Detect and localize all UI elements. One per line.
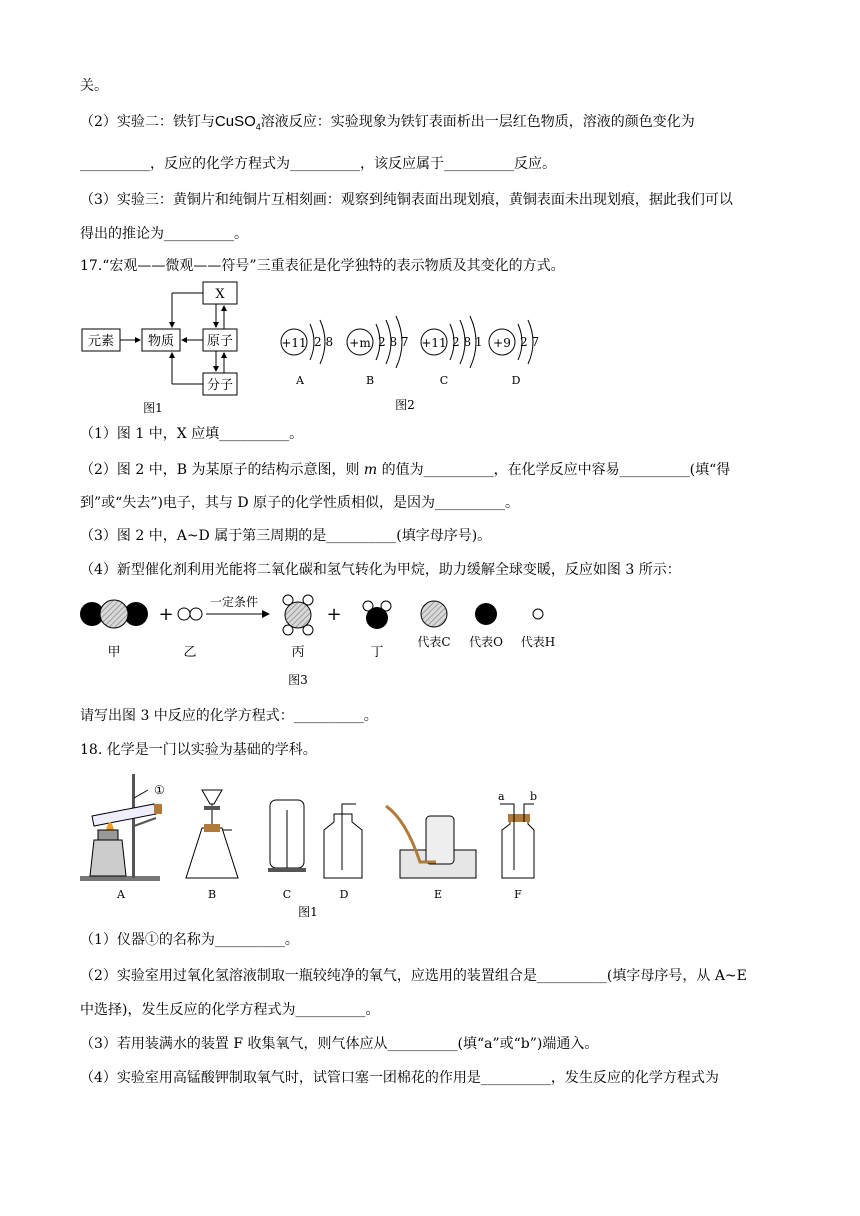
molecule-h2 [178,608,202,620]
question-17-3: （3）图 2 中，A~D 属于第三周期的是__________(填字母序号)。 [80,528,492,544]
text-line: __________，反应的化学方程式为__________，该反应属于__________反应。 [80,156,556,172]
svg-text:B: B [207,888,217,901]
legend-h: 代表H [520,635,556,649]
question-18-1: （1）仪器①的名称为__________。 [80,932,299,948]
figure-1-caption: 图1 [143,401,163,415]
svg-text:2 7: 2 7 [520,335,540,349]
figure-2-atom-diagrams [272,312,562,417]
apparatus-e [386,806,476,878]
figure-3-caption: 图3 [288,673,308,687]
figure-3-reaction [76,592,576,692]
svg-text:C: C [439,374,449,387]
svg-text:F: F [514,888,522,901]
legend-c-swatch [421,601,447,627]
question-16-2 [80,112,695,137]
svg-text:C: C [282,888,292,901]
atom-a [281,320,333,387]
svg-text:+11: +11 [421,336,447,350]
text-line: 到”或“失去”)电子，其与 D 原子的化学性质相似，是因为__________。 [80,495,520,511]
svg-text:+11: +11 [281,336,307,350]
text-line: 关。 [80,78,108,94]
apparatus-b [186,790,238,878]
atom-b [347,316,409,387]
question-16-3: （3）实验三：黄铜片和纯铜片互相刻画：观察到纯铜表面出现划痕，黄铜表面未出现划痕，据此我们可以 [80,192,733,208]
question-18-2: （2）实验室用过氧化氢溶液制取一瓶较纯净的氧气，应选用的装置组合是__________(填字母序号，从 A~E [80,968,747,984]
legend-c: 代表C [417,635,451,649]
molecule-co2 [80,600,148,628]
substance-label: 物质 [147,334,175,349]
svg-text:E: E [433,888,443,901]
question-18-title: 18. 化学是一门以实验为基础的学科。 [80,742,317,758]
text-segment: （2）实验二：铁钉与 [80,114,215,130]
apparatus-f [498,790,537,878]
question-18-4: （4）实验室用高锰酸钾制取氧气时，试管口塞一团棉花的作用是__________，发生反应的化学方程式为 [80,1070,719,1086]
plus-sign: + [158,604,174,625]
apparatus-marker: ① [154,783,165,797]
question-17-title: 17.“宏观——微观——符号”三重表征是化学独特的表示物质及其变化的方式。 [80,258,565,274]
svg-text:B: B [365,374,375,387]
port-b-label: b [530,790,538,803]
figure-2-caption: 图2 [395,398,415,412]
svg-text:+9: +9 [493,336,511,350]
chemical-formula: CuSO$_4$ [214,113,261,132]
legend-o: 代表O [469,635,503,649]
x-label: X [215,287,225,302]
text-line: 请写出图 3 中反应的化学方程式：__________。 [80,708,378,724]
apparatus-d [324,804,362,878]
port-a-label: a [498,790,505,803]
text-line: 得出的推论为__________。 [80,226,248,242]
svg-text:D: D [511,374,521,387]
figure-4-caption: 图1 [298,905,318,919]
plus-sign: + [326,604,342,625]
question-18-3: （3）若用装满水的装置 F 收集氧气，则气体应从__________(填“a”或“b”)端通入。 [80,1036,599,1052]
text-line: 中选择)，发生反应的化学方程式为__________。 [80,1002,380,1018]
svg-text:+m: +m [349,336,371,350]
svg-text:2 8: 2 8 [314,335,334,349]
molecule-h2o [363,601,391,629]
apparatus-a [80,774,165,881]
legend-o-swatch [475,603,497,625]
svg-text:A: A [117,888,125,901]
atom-c [421,316,483,387]
molecule-ch4 [283,595,313,635]
reaction-condition: 一定条件 [209,595,259,609]
apparatus-c [268,800,306,872]
question-17-4: （4）新型催化剂利用光能将二氧化碳和氢气转化为甲烷，助力缓解全球变暖，反应如图 3 所示： [80,562,681,578]
svg-text:D: D [339,888,349,901]
figure-lab-apparatus [76,770,546,920]
question-17-2: （2）图 2 中，B 为某原子的结构示意图，则 m 的值为__________，在化学反应中容易__________(填“得 [80,462,731,478]
legend-h-swatch [533,609,543,619]
svg-text:2 8 1: 2 8 1 [452,335,483,349]
molecule-label: 分子 [206,378,234,393]
label-ding: 丁 [370,645,384,660]
element-label: 元素 [87,334,115,349]
text-segment: 溶液反应：实验现象为铁钉表面析出一层红色物质，溶液的颜色变化为 [260,114,695,130]
label-bing: 丙 [291,645,305,660]
label-yi: 乙 [183,645,197,660]
figure-1-concept-map [78,280,248,415]
svg-text:2 8 7: 2 8 7 [378,335,409,349]
label-jia: 甲 [107,645,121,660]
atom-d [489,320,539,387]
atom-label: 原子 [206,334,234,349]
question-17-1: （1）图 1 中，X 应填__________。 [80,426,304,442]
svg-text:A: A [296,374,304,387]
